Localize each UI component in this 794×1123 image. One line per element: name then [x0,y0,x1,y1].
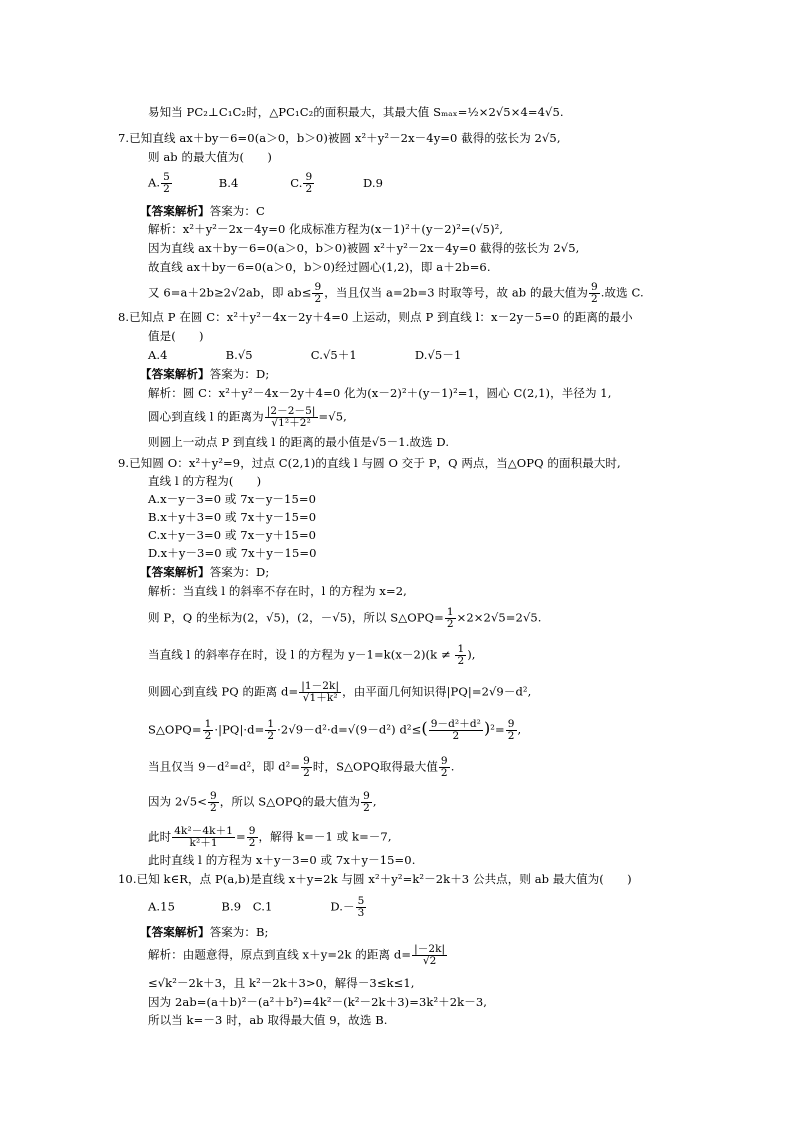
answer-line: 【答案解析】答案为：C [140,204,265,218]
text-line: 又 6=a＋2b≥2√2ab，即 ab≤ $\frac{9}{2}$ ，当且仅当 a=2b=3 时取等号，故 ab 的最大值为 $\frac{9}{2}$ .故选 C. [148,281,644,305]
text-line: 则圆上一动点 P 到直线 l 的距离的最小值是√5－1.故选 D. [148,435,450,449]
question-10: 10.已知 k∈R，点 P(a,b)是直线 x＋y=2k 与圆 x²＋y²=k²－2k＋3 公共点，则 ab 最大值为( ) [118,872,632,886]
options-line: A.15 B.9 C.1 D.－ $\frac{5}{3}$ [148,895,365,919]
fraction: $\frac{|-2k|}{√2}$ [414,943,446,967]
fraction: $\frac{|2-2-5|}{\text{√1²＋2²}}$ [266,405,316,429]
text-line: 解析：x²＋y²－2x－4y=0 化成标准方程为(x－1)²＋(y－2)²=(√5)², [148,222,504,236]
text-line: 易知当 PC₂⊥C₁C₂时，△PC₁C₂的面积最大，其最大值 Sₘₐₓ=½×2√5×4=4√5. [148,105,564,119]
fraction: $\frac{9}{2}$ [363,790,370,814]
text-line: 因为 2√5< $\frac{9}{2}$ ，所以 S△OPQ的最大值为 $\frac{9}{2}$ , [148,790,377,814]
answer-line: 【答案解析】答案为：B; [140,925,269,939]
option-b: B.4 [218,175,239,190]
fraction: $\frac{|1-2k|}{\text{√1＋k²}}$ [301,680,340,704]
option-b: B.x＋y＋3=0 或 7x＋y－15=0 [148,510,317,524]
fraction: $\frac{1}{2}$ [204,718,212,742]
options-line: A.4 B.√5 C.√5＋1 D.√5－1 [148,348,462,362]
option-a: A. [148,175,161,190]
text-line: 此时直线 l 的方程为 x＋y－3=0 或 7x＋y－15=0. [148,853,416,867]
text-line: 解析：由题意得，原点到直线 x＋y=2k 的距离 d= $\frac{|-2k|}{√2}$ [148,943,446,967]
fraction: $\frac{9}{2}$ [248,825,256,849]
text-line: 当且仅当 9－d²=d²，即 d²= $\frac{9}{2}$ 时，S△OPQ取得最大值 $\frac{9}{2}$ . [148,755,455,779]
text-line: 解析：当直线 l 的斜率不存在时，l 的方程为 x=2, [148,584,407,598]
text-line: 解析：圆 C：x²＋y²－4x－2y＋4=0 化为(x－2)²＋(y－1)²=1，圆心 C(2,1)，半径为 1, [148,386,612,400]
text-line: 故直线 ax＋by－6=0(a＞0，b＞0)经过圆心(1,2)，即 a＋2b=6. [148,260,491,274]
answer-tag: 【答案解析】 [140,565,210,579]
text-line: 当直线 l 的斜率存在时，设 l 的方程为 y－1=k(x－2)(k ≠ $\frac{1}{2}$ ), [148,643,476,667]
fraction: $\frac{9}{2}$ [209,790,217,814]
question-8: 8.已知点 P 在圆 C：x²＋y²－4x－2y＋4=0 上运动，则点 P 到直线 l：x－2y－5=0 的距离的最小 [118,310,633,324]
option-d: D.x＋y－3=0 或 7x＋y－15=0 [148,546,317,560]
answer-tag: 【答案解析】 [140,204,210,218]
fraction: $\frac{\text{4k²－4k＋1}}{\text{k²＋1}}$ [174,825,233,849]
fraction: $\frac{1}{2}$ [446,606,454,630]
fraction: $\frac{9}{2}$ [591,281,598,305]
text-line: 因为 2ab=(a＋b)²－(a²＋b²)=4k²－(k²－2k＋3)=3k²＋2k－3, [148,995,488,1009]
answer-line: 【答案解析】答案为：D; [140,565,270,579]
fraction: $\frac{9}{2}$ [305,171,313,195]
option-d: D.9 [363,175,384,190]
option-c: C.x＋y－3=0 或 7x－y＋15=0 [148,528,317,542]
text-line: 所以当 k=－3 时，ab 取得最大值 9，故选 B. [148,1013,388,1027]
fraction: $\frac{9}{2}$ [303,755,310,779]
fraction: $\frac{9}{2}$ [440,755,448,779]
fraction: $\frac{1}{2}$ [267,718,275,742]
question-7: 7.已知直线 ax＋by－6=0(a＞0，b＞0)被圆 x²＋y²－2x－4y=0 截得的弦长为 2√5, [118,131,561,145]
fraction: $\frac{\text{9－d²＋d²}}{2}$ [430,718,481,742]
question-9: 9.已知圆 O：x²＋y²=9，过点 C(2,1)的直线 l 与圆 O 交于 P，Q 两点，当△OPQ 的面积最大时, [118,456,621,470]
fraction: $\frac{5}{2}$ [163,171,170,195]
text-line: 则 ab 的最大值为( ) [148,150,272,164]
fraction: $\frac{1}{2}$ [457,643,465,667]
option-a: A.x－y－3=0 或 7x－y－15=0 [148,492,317,506]
text-line: 值是( ) [148,329,204,343]
option-c: C. [290,175,303,190]
text-line: 直线 l 的方程为( ) [148,474,262,488]
answer-line: 【答案解析】答案为：D; [140,367,270,381]
options-line [148,172,383,195]
text-line: 因为直线 ax＋by－6=0(a＞0，b＞0)被圆 x²＋y²－2x－4y=0 截得的弦长为 2√5, [148,241,580,255]
text-line: 则 P，Q 的坐标为(2，√5)，(2，－√5)，所以 S△OPQ= $\frac{1}{2}$ ×2×2√5=2√5. [148,606,542,630]
text-line: 圆心到直线 l 的距离为 $\frac{|2-2-5|}{\text{√1²＋2²}}$ =√5, [148,405,347,429]
text-line: S△OPQ= $\frac{1}{2}$ ·|PQ|·d= $\frac{1}{2}$ ·2√9－d²·d=√(9－d²) d²≤( $\frac{\text{9－d²＋d²}}{2}$ )²= $\frac{9}{2}$ , [148,718,522,742]
text-line: 此时 $\frac{\text{4k²－4k＋1}}{\text{k²＋1}}$ = $\frac{9}{2}$ ，解得 k=－1 或 k=－7, [148,825,392,849]
answer-tag: 【答案解析】 [140,925,210,939]
fraction: $\frac{9}{2}$ [507,718,515,742]
text-line: ≤√k²－2k＋3，且 k²－2k＋3>0，解得－3≤k≤1, [148,976,415,990]
answer-tag: 【答案解析】 [140,367,210,381]
fraction: $\frac{5}{3}$ [357,895,365,919]
fraction: $\frac{9}{2}$ [314,281,322,305]
text-line: 则圆心到直线 PQ 的距离 d= $\frac{|1-2k|}{\text{√1＋k²}}$ ，由平面几何知识得|PQ|=2√9－d², [148,680,532,704]
